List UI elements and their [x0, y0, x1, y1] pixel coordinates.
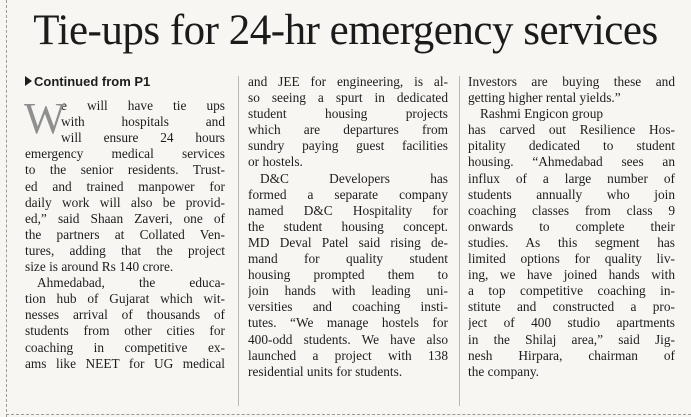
- headline: Tie-ups for 24-hr emergency services: [33, 7, 658, 54]
- text-line: 400-odd students. We have also: [248, 331, 448, 347]
- text-line: tures, adding that the project: [25, 242, 225, 258]
- column-divider: [238, 76, 239, 406]
- text-line: MD Deval Patel said rising de-: [248, 234, 448, 250]
- text-line: students from other cities for: [25, 323, 225, 339]
- paragraph: [248, 74, 448, 171]
- text-line: student housing projects: [248, 106, 448, 122]
- text-line: students annually who join: [468, 186, 675, 202]
- text-line: which are departures from: [248, 122, 448, 138]
- text-line: with hospitals and: [61, 114, 225, 130]
- text-line: housing. “Ahmedabad sees an: [468, 154, 675, 170]
- text-line: getting higher rental yields.”: [468, 90, 621, 106]
- text-line: housing prompted them to: [248, 267, 448, 283]
- paragraph: [468, 106, 675, 380]
- text-line: launched a project with 138: [248, 347, 448, 363]
- text-line: stitute and constructed a pro-: [468, 299, 675, 315]
- text-line: daily work will also be provid-: [25, 194, 225, 210]
- text-line: the partners at Collated Ven-: [25, 226, 225, 242]
- text-line: formed a separate company: [248, 186, 448, 202]
- arrow-right-icon: [25, 76, 32, 86]
- text-line: ing, we have joined hands with: [468, 267, 675, 283]
- article-column-2: [248, 74, 448, 380]
- lead-paragraph: [24, 94, 225, 275]
- text-line: the company.: [468, 363, 540, 379]
- text-line: or hostels.: [248, 154, 303, 170]
- text-line: coaching in competitive ex-: [25, 339, 225, 355]
- text-line: sundry paying guest facilities: [248, 138, 448, 154]
- text-line: a top competitive coaching in-: [468, 283, 675, 299]
- paragraph: [468, 74, 675, 106]
- drop-cap: W: [24, 94, 66, 144]
- text-line: in the Shilaj area,” said Jig-: [468, 331, 675, 347]
- text-line: join hands with leading uni-: [248, 283, 448, 299]
- text-line: e will have tie ups: [61, 98, 225, 114]
- text-line: limited options for quality liv-: [468, 251, 675, 267]
- text-line: tion hub of Gujarat which wit-: [25, 291, 225, 307]
- text-line: ams like NEET for UG medical: [25, 355, 225, 371]
- clipping-border-left: [6, 0, 7, 417]
- text-line: mand for quality student: [248, 251, 448, 267]
- text-line: versities and coaching insti-: [248, 299, 448, 315]
- paragraph: [25, 275, 225, 372]
- text-line: the student housing concept.: [248, 218, 448, 234]
- text-line: size is around Rs 140 crore.: [25, 259, 174, 275]
- text-line: and JEE for engineering, is al-: [248, 74, 448, 89]
- text-line: emergency medical services: [25, 146, 225, 162]
- text-line: coaching classes from class 9: [468, 202, 675, 218]
- text-line: so seeing a spurt in dedicated: [248, 90, 448, 106]
- article-body: [25, 74, 675, 410]
- article-column-1: [25, 74, 225, 372]
- text-line: pitality dedicated to student: [468, 138, 675, 154]
- text-line: ed,” said Shaan Zaveri, one of: [25, 210, 225, 226]
- text-line: residential units for students.: [248, 363, 403, 379]
- text-line: studies. As this segment has: [468, 234, 675, 250]
- text-line: influx of a large number of: [468, 170, 675, 186]
- text-line: named D&C Hospitality for: [248, 202, 448, 218]
- continued-from-label: Continued from P1: [25, 74, 225, 90]
- text-line: nesh Hirpara, chairman of: [468, 347, 675, 363]
- text-line: ject of 400 studio apartments: [468, 315, 675, 331]
- text-line: to the senior residents. Trust-: [25, 162, 225, 178]
- paragraph: [248, 171, 448, 380]
- text-line: has carved out Resilience Hos-: [468, 122, 675, 138]
- text-line: ed and trained manpower for: [25, 178, 225, 194]
- text-line: Rashmi Engicon group: [480, 106, 604, 122]
- text-line: onwards to complete their: [468, 218, 675, 234]
- text-line: nesses arrival of thousands of: [25, 307, 225, 323]
- text-line: Investors are buying these and: [468, 74, 675, 89]
- article-column-3: [468, 74, 675, 380]
- column-divider: [459, 76, 460, 406]
- text-line: D&C Developers has: [260, 170, 448, 186]
- text-line: will ensure 24 hours: [61, 130, 225, 146]
- text-line: tutes. “We manage hostels for: [248, 315, 448, 331]
- text-line: Ahmedabad, the educa-: [37, 275, 225, 291]
- clipping-border-bottom: [6, 414, 691, 415]
